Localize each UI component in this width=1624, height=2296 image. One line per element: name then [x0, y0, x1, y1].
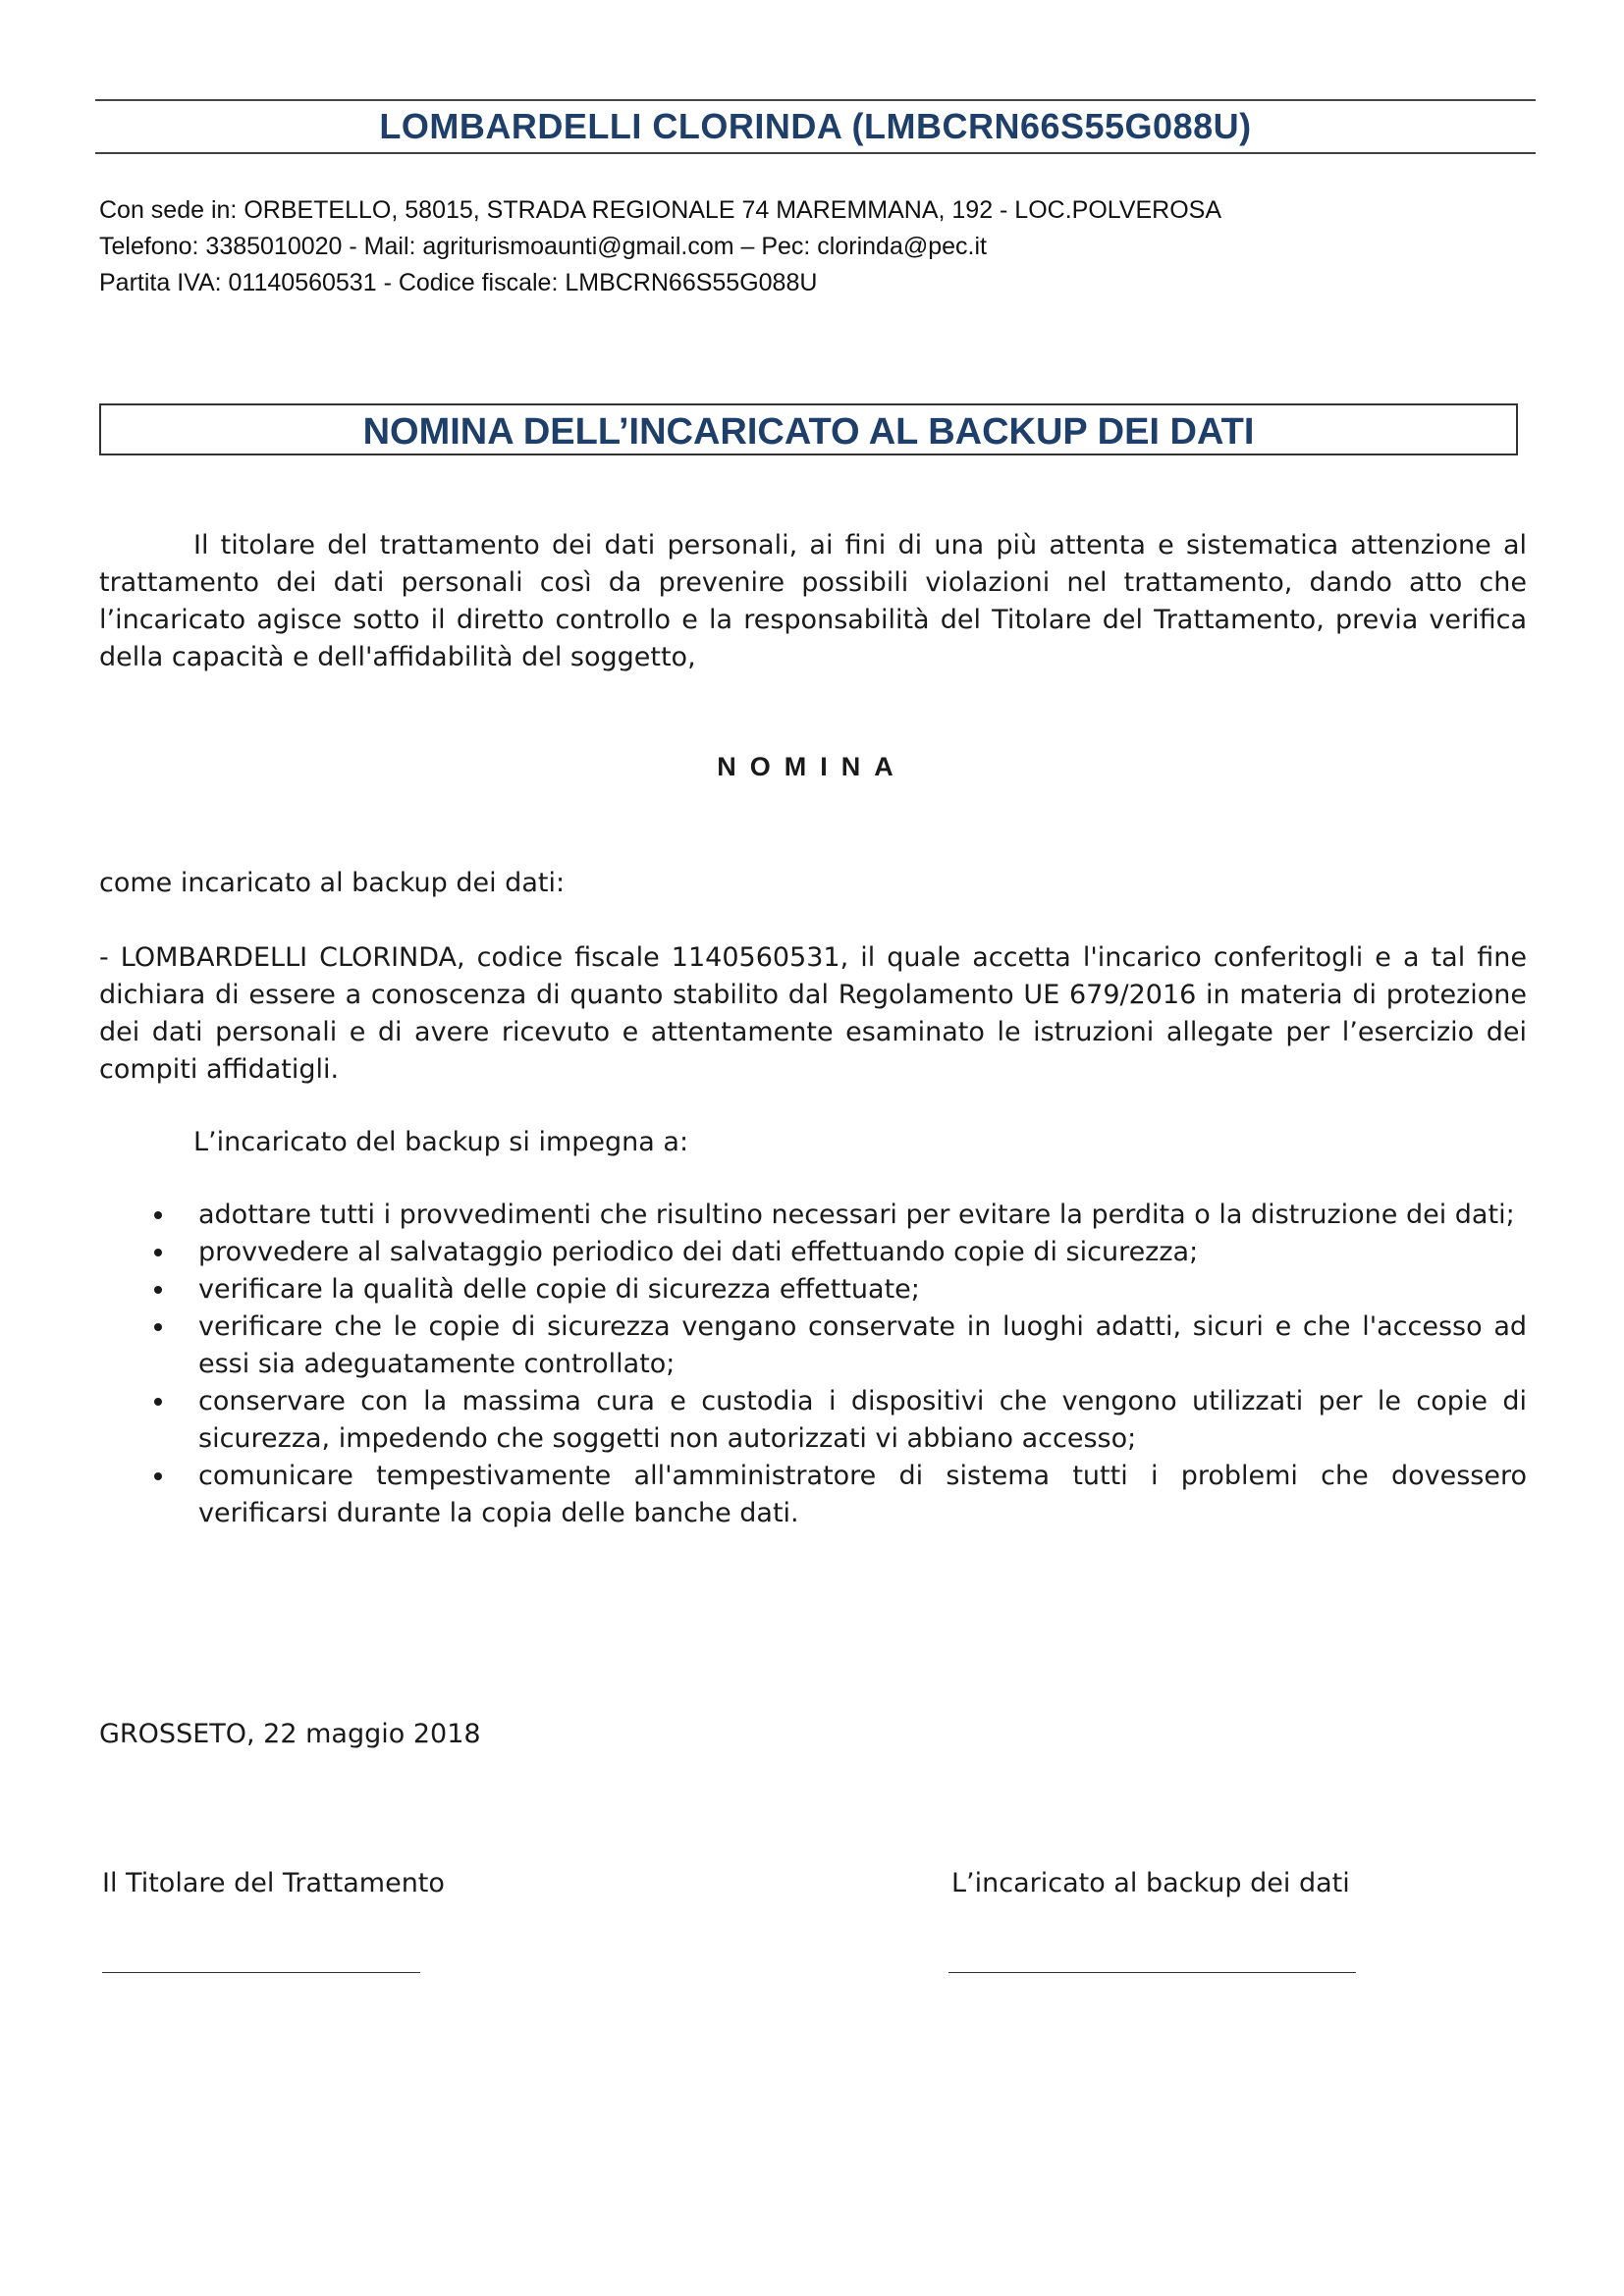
- duty-item: [99, 1234, 1527, 1271]
- document-title: NOMINA DELL’INCARICATO AL BACKUP DEI DATI: [362, 411, 1255, 453]
- duty-item: [99, 1308, 1527, 1383]
- bullet-icon: [154, 1211, 162, 1219]
- company-info: [99, 192, 1533, 301]
- appointment-line: come incaricato al backup dei dati:: [99, 868, 566, 898]
- company-tax-ids: Partita IVA: 01140560531 - Codice fiscale: LMBCRN66S55G088U: [99, 269, 818, 296]
- duties-list: [99, 1197, 1527, 1532]
- bullet-icon: [154, 1249, 162, 1256]
- company-address: Con sede in: ORBETELLO, 58015, STRADA REGIONALE 74 MAREMMANA, 192 - LOC.POLVEROSA: [99, 196, 1222, 224]
- document-title-box: [99, 403, 1518, 455]
- bullet-icon: [154, 1323, 162, 1331]
- duty-text: adottare tutti i provvedimenti che risultino necessari per evitare la perdita o la distruzione dei dati;: [198, 1200, 1515, 1230]
- company-name: LOMBARDELLI CLORINDA (LMBCRN66S55G088U): [379, 106, 1252, 146]
- bullet-icon: [154, 1472, 162, 1480]
- signature-label-backup-officer: L’incaricato al backup dei dati: [951, 1868, 1350, 1898]
- duty-text: verificare che le copie di sicurezza vengano conservate in luoghi adatti, sicuri e che l'accesso ad essi sia adeguatamente controllato;: [198, 1311, 1527, 1379]
- header-bottom-rule: [95, 152, 1536, 154]
- bullet-icon: [154, 1398, 162, 1406]
- duty-item: [99, 1383, 1527, 1458]
- appointee-paragraph: - LOMBARDELLI CLORINDA, codice fiscale 1140560531, il quale accetta l'incarico conferitogli e a tal fine dichiara di essere a conoscenza di quanto stabilito dal Regolamento UE 679/2016 in materia di protezione dei dati personali e di avere ricevuto e attentamente esaminato le istruzioni allegate per l’esercizio dei compiti affidatigli.: [99, 942, 1527, 1085]
- duty-text: conservare con la massima cura e custodia i dispositivi che vengono utilizzati per le copie di sicurezza, impedendo che soggetti non autorizzati vi abbiano accesso;: [198, 1386, 1527, 1454]
- place-date: GROSSETO, 22 maggio 2018: [99, 1719, 481, 1749]
- header-top-rule: [95, 99, 1536, 101]
- intro-paragraph: Il titolare del trattamento dei dati personali, ai fini di una più attenta e sistematica attenzione al trattamento dei dati personali così da prevenire possibili violazioni nel trattamento, dando atto che l’incaricato agisce sotto il diretto controllo e la responsabilità del Titolare del Trattamento, previa verifica della capacità e dell'affidabilità del soggetto,: [99, 530, 1527, 672]
- duty-text: provvedere al salvataggio periodico dei dati effettuando copie di sicurezza;: [198, 1237, 1199, 1267]
- nomina-heading: NOMINA: [717, 752, 907, 781]
- duty-text: comunicare tempestivamente all'amministratore di sistema tutti i problemi che dovessero verificarsi durante la copia delle banche dati.: [198, 1461, 1527, 1528]
- signature-line-controller: [102, 1972, 420, 1973]
- duty-text: verificare la qualità delle copie di sicurezza effettuate;: [198, 1274, 920, 1305]
- signature-label-controller: Il Titolare del Trattamento: [102, 1868, 445, 1898]
- duty-item: [99, 1197, 1527, 1234]
- bullet-icon: [154, 1286, 162, 1294]
- signature-line-backup-officer: [948, 1972, 1356, 1973]
- company-contacts: Telefono: 3385010020 - Mail: agriturismoaunti@gmail.com – Pec: clorinda@pec.it: [99, 233, 987, 260]
- duty-item: [99, 1271, 1527, 1308]
- duty-item: [99, 1458, 1527, 1532]
- duties-intro: L’incaricato del backup si impegna a:: [193, 1127, 689, 1157]
